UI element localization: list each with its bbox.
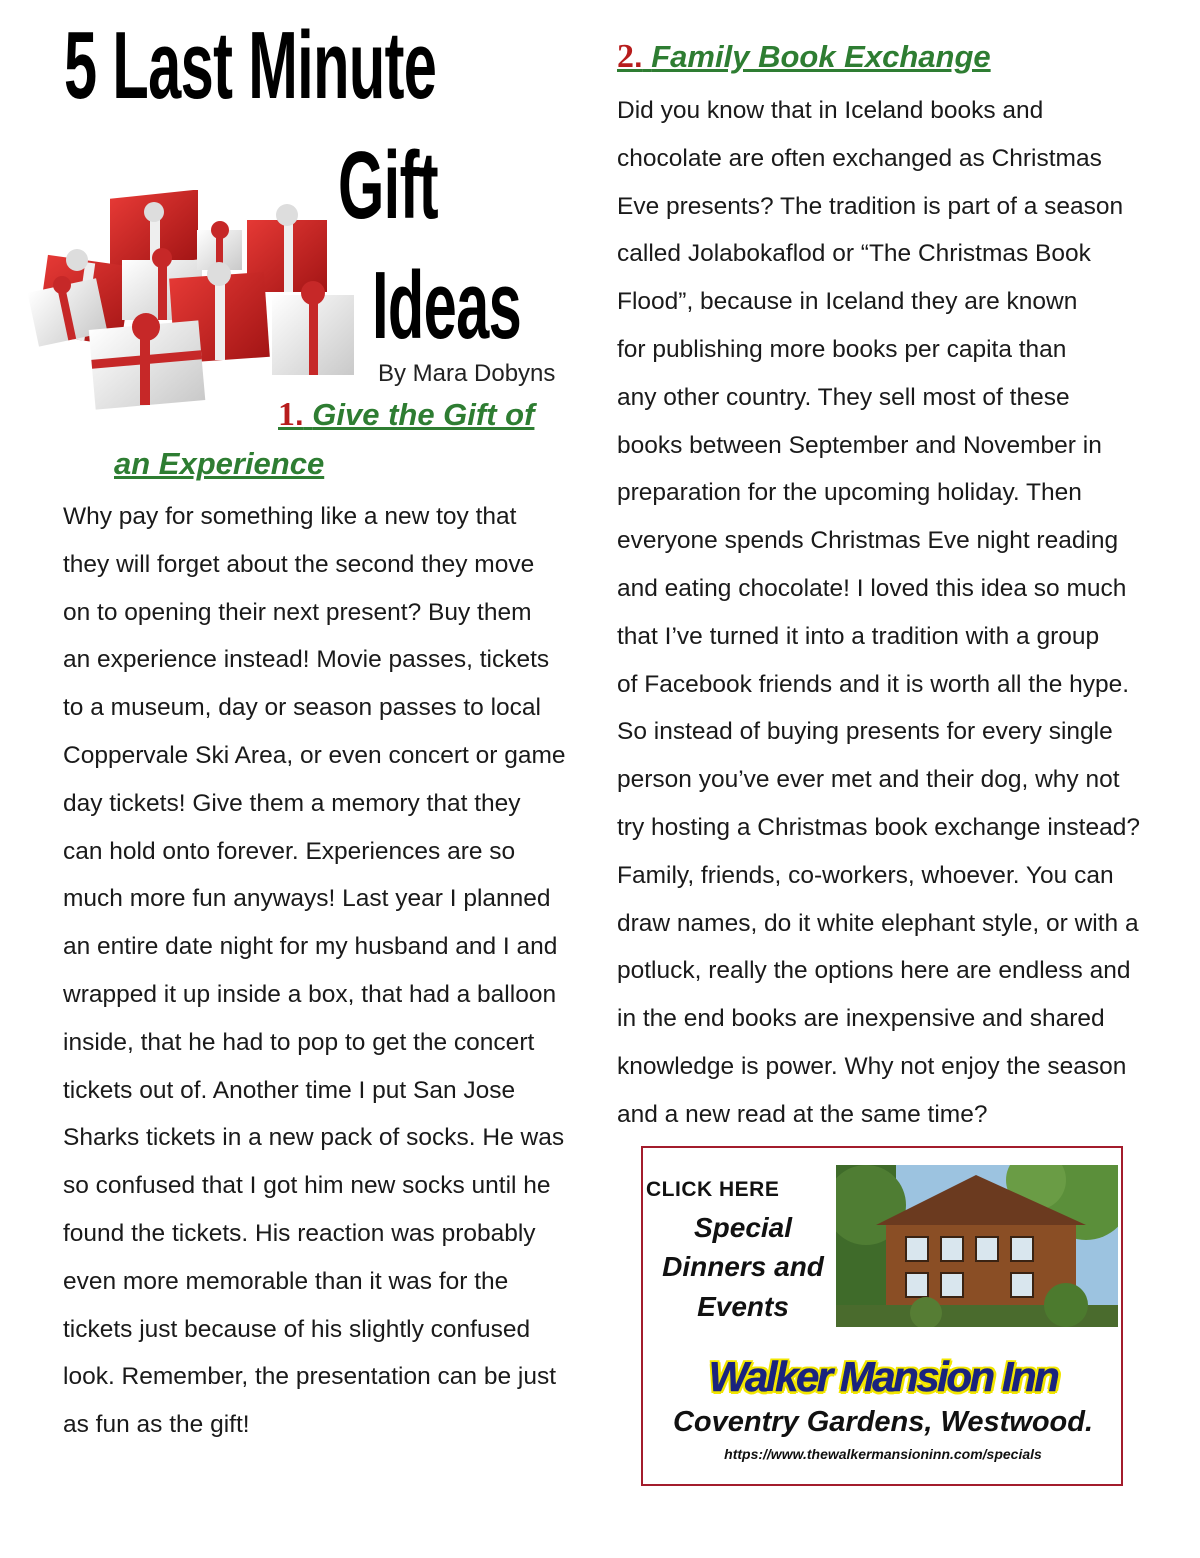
section-1-body — [63, 493, 593, 1449]
section-2-body-line: knowledge is power. Why not enjoy the season — [617, 1052, 1127, 1080]
section-1-body-line: found the tickets. His reaction was probably — [63, 1219, 536, 1247]
section-2-body-line: for publishing more books per capita than — [617, 335, 1067, 363]
section-1-body-line: tickets out of. Another time I put San Jose — [63, 1076, 516, 1104]
section-1-body-line: they will forget about the second they move — [63, 550, 535, 578]
section-1-heading-line-2: an Experience — [114, 446, 325, 481]
section-1-heading: 1. Give the Gift of — [278, 396, 535, 433]
section-2-body-line: and eating chocolate! I loved this idea so much — [617, 574, 1127, 602]
section-1-body-line: Sharks tickets in a new pack of socks. He was — [63, 1124, 565, 1152]
section-1-body-line: even more memorable than it was for the — [63, 1267, 509, 1295]
section-1-body-line: to a museum, day or season passes to local — [63, 694, 542, 722]
section-2-body — [617, 87, 1157, 1139]
section-2-body-line: draw names, do it white elephant style, or with a — [617, 909, 1139, 937]
section-1-heading-line-1: Give the Gift of — [312, 397, 535, 432]
section-2-body-line: of Facebook friends and it is worth all the hype. — [617, 670, 1130, 698]
section-1-body-line: inside, that he had to pop to get the concert — [63, 1028, 535, 1056]
section-2-body-line: So instead of buying presents for every single — [617, 718, 1113, 746]
section-1-body-line: Coppervale Ski Area, or even concert or game — [63, 741, 566, 769]
ad-location: Coventry Gardens, Westwood. — [672, 1406, 1094, 1438]
section-2-body-line: Flood”, because in Iceland they are known — [617, 288, 1078, 316]
section-2-body-line: everyone spends Christmas Eve night reading — [617, 527, 1119, 555]
section-1-number: 1 — [278, 396, 295, 433]
title-line-2: Gift — [338, 132, 438, 239]
ad-url-link[interactable]: https://www.thewalkermansioninn.com/specials — [724, 1446, 1042, 1462]
click-here-label[interactable]: CLICK HERE — [646, 1178, 780, 1201]
section-1-body-line: an experience instead! Movie passes, tickets — [63, 646, 550, 674]
section-2-body-line: chocolate are often exchanged as Christmas — [617, 144, 1102, 172]
section-2-body-line: any other country. They sell most of these — [617, 383, 1070, 411]
section-1-body-line: look. Remember, the presentation can be just — [63, 1363, 557, 1391]
section-2-body-line: person you’ve ever met and their dog, why not — [617, 766, 1120, 794]
gift-boxes-illustration — [22, 190, 367, 415]
title-line-1: 5 Last Minute — [64, 12, 437, 119]
section-1-body-line: tickets just because of his slightly confused — [63, 1315, 531, 1343]
section-2-heading: 2. Family Book Exchange — [617, 38, 991, 75]
author-byline: By Mara Dobyns — [378, 360, 556, 387]
section-1-body-line: on to opening their next present? Buy them — [63, 598, 532, 626]
ad-brand-logo: Walker Mansion Inn — [708, 1353, 1058, 1400]
section-1-body-line: can hold onto forever. Experiences are so — [63, 837, 516, 865]
section-2-heading-text: Family Book Exchange — [651, 39, 991, 74]
section-2-body-line: Did you know that in Iceland books and — [617, 97, 1044, 124]
section-1-body-line: an entire date night for my husband and I and — [63, 933, 558, 961]
section-2-body-line: Eve presents? The tradition is part of a season — [617, 192, 1124, 220]
section-1-body-line: as fun as the gift! — [63, 1411, 250, 1439]
inn-photo — [836, 1165, 1118, 1327]
section-1-body-line: wrapped it up inside a box, that had a balloon — [63, 980, 557, 1008]
section-1-body-line: Why pay for something like a new toy that — [63, 503, 517, 530]
section-2-body-line: in the end books are inexpensive and shared — [617, 1005, 1105, 1033]
section-2-body-line: that I’ve turned it into a tradition with a group — [617, 622, 1100, 650]
section-1-body-line: much more fun anyways! Last year I planned — [63, 885, 551, 913]
section-1-body-line: day tickets! Give them a memory that they — [63, 789, 521, 817]
section-2-body-line: and a new read at the same time? — [617, 1100, 988, 1128]
walker-mansion-ad[interactable] — [641, 1146, 1123, 1486]
section-2-body-line: preparation for the upcoming holiday. Then — [617, 479, 1082, 507]
section-2-number: 2 — [617, 38, 634, 75]
ad-special-line-2: Dinners and — [662, 1251, 824, 1282]
ad-special-line-3: Events — [697, 1291, 789, 1322]
section-2-body-line: called Jolabokaflod or “The Christmas Book — [617, 240, 1091, 268]
section-2-body-line: potluck, really the options here are endless and — [617, 957, 1131, 985]
section-1-body-line: so confused that I got him new socks until he — [63, 1172, 551, 1200]
title-line-3: Ideas — [372, 252, 522, 359]
section-2-body-line: Family, friends, co-workers, whoever. You can — [617, 861, 1114, 889]
section-2-body-line: try hosting a Christmas book exchange instead? — [617, 813, 1140, 841]
section-2-body-line: books between September and November in — [617, 431, 1102, 459]
ad-special-line-1: Special — [693, 1212, 793, 1243]
